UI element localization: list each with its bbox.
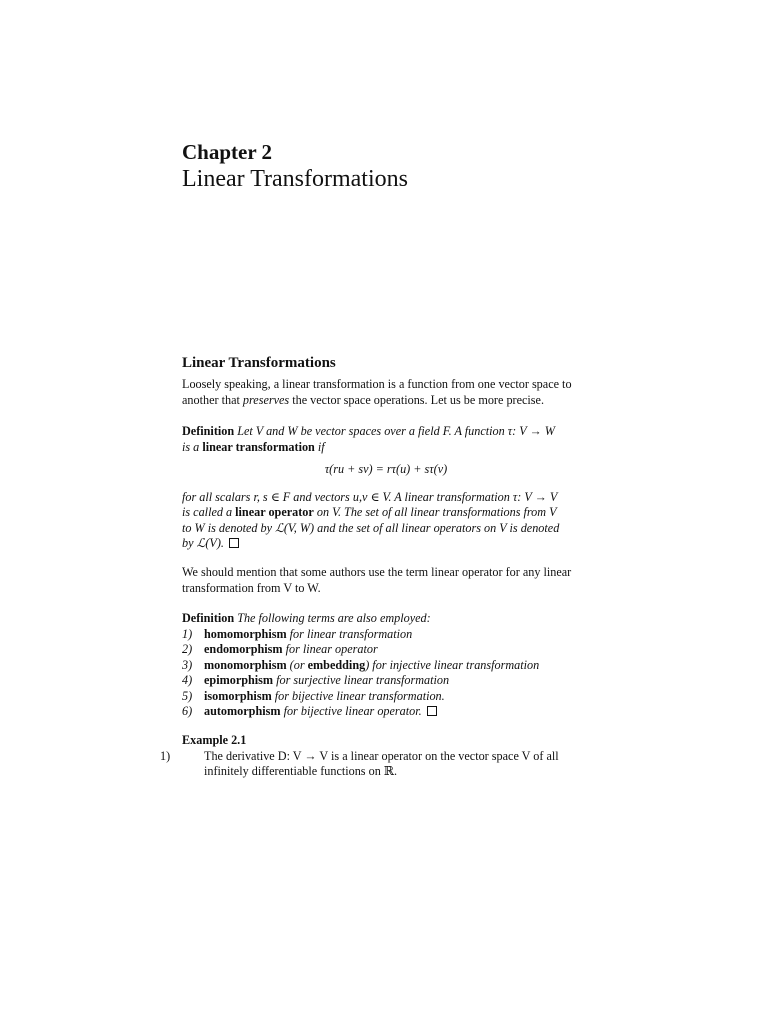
example-label: Example 2.1 [182, 733, 247, 747]
definition1-line-5: to W is denoted by ℒ(V, W) and the set of all linear operators on V is denoted [182, 520, 560, 535]
definition-terms [182, 611, 590, 720]
definition2-intro: Definition The following terms are also employed: [182, 611, 431, 625]
terms-list [182, 627, 590, 720]
list-item: 3) monomorphism (or embedding) for injective linear transformation [182, 657, 540, 672]
list-item: 2) endomorphism for linear operator [182, 642, 378, 656]
definition-label: Definition [182, 424, 235, 438]
intro-paragraph [182, 377, 590, 408]
chapter-label: Chapter 2 [182, 140, 273, 164]
definition-label: Definition [182, 611, 235, 625]
list-item: 6) automorphism for bijective linear operator. [182, 704, 590, 720]
example-2-1 [160, 733, 590, 780]
definition-linear-transformation [182, 424, 590, 552]
term-linear-operator: linear operator [235, 505, 314, 519]
qed-box-icon [229, 538, 239, 548]
note-line-2: transformation from V to W. [182, 580, 321, 595]
intro-line-1: Loosely speaking, a linear transformation is a function from one vector space to [182, 377, 572, 391]
qed-box-icon [427, 706, 437, 716]
definition1-line-1: Definition Let V and W be vector spaces over a field F. A function τ: V → W [182, 424, 555, 438]
definition1-line-2: is a linear transformation if [182, 439, 325, 454]
intro-line-2: another that preserves the vector space operations. Let us be more precise. [182, 392, 545, 407]
chapter-title: Linear Transformations [182, 166, 408, 192]
definition1-line-3: for all scalars r, s ∈ F and vectors u,v ∈ V. A linear transformation τ: V → V [182, 489, 558, 504]
term-linear-transformation: linear transformation [202, 439, 315, 454]
list-item: 4) epimorphism for surjective linear transformation [182, 673, 450, 687]
definition1-line-4: is called a linear operator on V. The set of all linear transformations from V [182, 505, 557, 519]
emphasis-preserves: preserves [242, 392, 290, 407]
list-item: 5) isomorphism for bijective linear transformation. [182, 688, 445, 703]
section-heading: Linear Transformations [182, 355, 336, 371]
list-item: 1) homomorphism for linear transformation [182, 626, 413, 641]
note-line-1: We should mention that some authors use the term linear operator for any linear [182, 565, 572, 579]
definition1-line-6: by ℒ(V). [182, 536, 590, 552]
authors-note-paragraph [182, 565, 590, 596]
example-item: 1) The derivative D: V → V is a linear operator on the vector space V of all infinitely differentiable functions on ℝ. [160, 748, 559, 778]
linearity-equation: τ(ru + sv) = rτ(u) + sτ(v) [324, 462, 448, 476]
